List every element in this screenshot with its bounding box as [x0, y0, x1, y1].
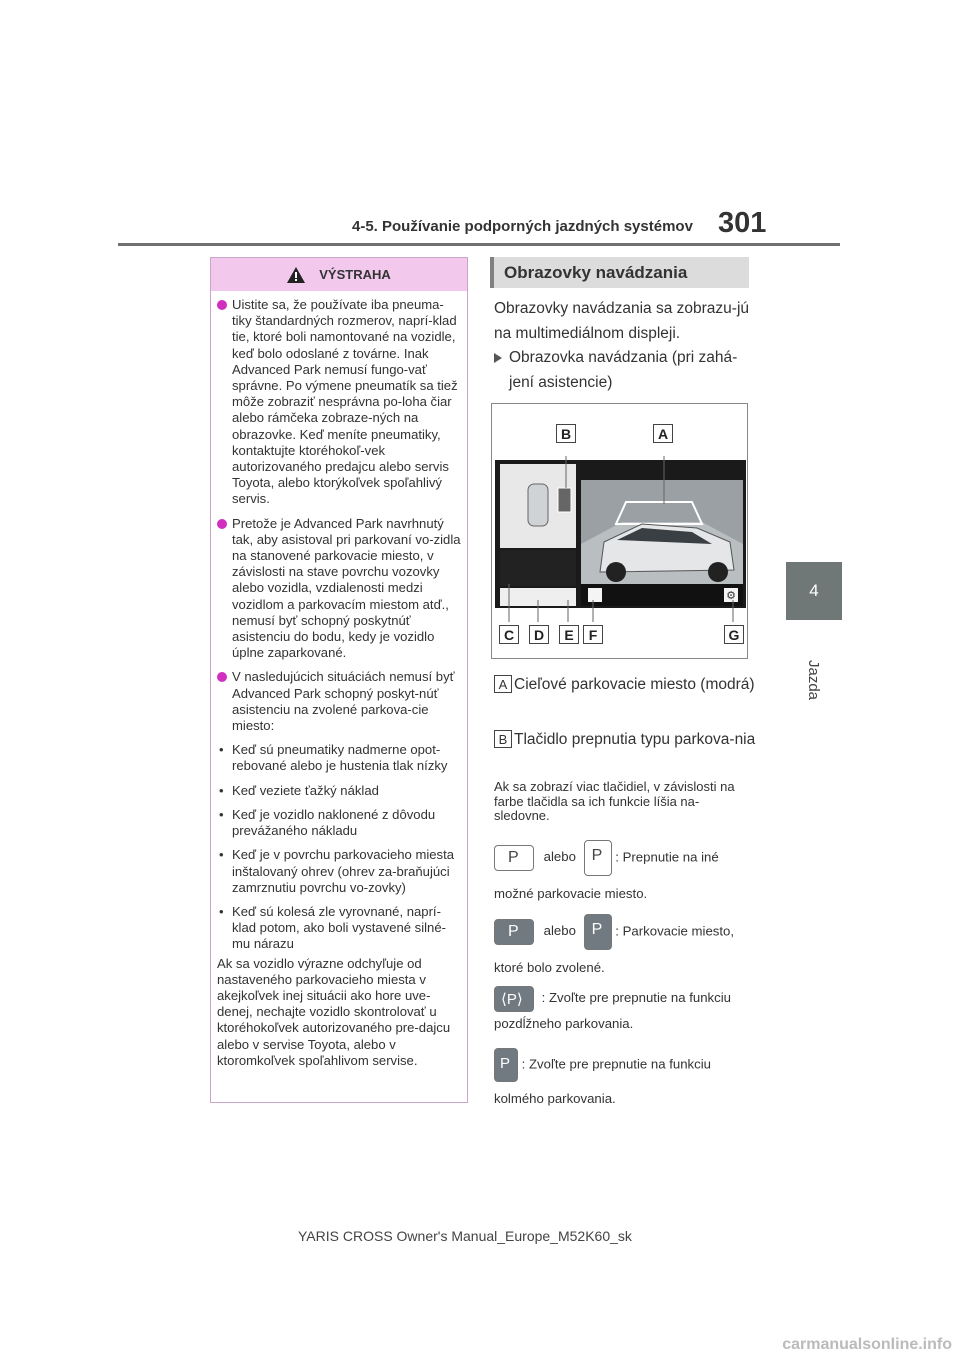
warning-closing: Ak sa vozidlo výrazne odchyľuje od nastaveného parkovacieho miesta v akejkoľvek inej situácii ako hore uve-denej, nechajte vozidlo skontrolovať u ktoréhokoľvek autorizovaného pre-dajcu alebo v servise Toyota, alebo v ktoromkoľvek spoľahlivom servise. — [217, 955, 451, 1068]
warning-header — [211, 258, 467, 291]
warning-title: VÝSTRAHA — [319, 267, 391, 282]
button-line-3-cont: pozdĺžneho parkovania. — [494, 1016, 634, 1031]
warning-triangle-icon — [287, 267, 305, 283]
button-line-2-cont: ktoré bolo zvolené. — [494, 960, 605, 975]
figure-label-c: C — [499, 625, 519, 644]
warning-sub-item: • Keď sú kolesá zle vyrovnané, naprí-klad potom, ako boli vystavené silné-mu nárazu — [219, 903, 446, 952]
button-line-1: P alebo P : Prepnutie na iné — [494, 840, 719, 876]
running-header: 4-5. Používanie podporných jazdných systémov — [352, 218, 693, 235]
button-line-3: ⟨P⟩ : Zvoľte pre prepnutie na funkciu — [494, 986, 731, 1012]
warning-body — [211, 291, 467, 1069]
warning-sub-item: • Keď je v povrchu parkovacieho miesta inštalovaný ohrev (ohrev za-braňujúci zamrznutiu povrchu vo-zovky) — [219, 847, 455, 895]
warning-sub-item: • Keď je vozidlo naklonené z dôvodu prevážaného nákladu — [219, 806, 436, 839]
section-intro: Obrazovky navádzania sa zobrazu-jú na multimediálnom displeji. — [494, 300, 750, 342]
watermark: carmanualsonline.info — [782, 1336, 952, 1353]
footer: YARIS CROSS Owner's Manual_Europe_M52K60_sk — [298, 1228, 632, 1244]
figure-label-g: G — [724, 625, 744, 644]
triangle-bullet-icon — [494, 353, 502, 363]
parking-button-selected-icon: P — [494, 919, 534, 945]
header-rule — [118, 243, 840, 246]
figure-label-a: A — [653, 424, 673, 443]
figure-label-b: B — [556, 424, 576, 443]
button-line-2: P alebo P : Parkovacie miesto, — [494, 914, 734, 950]
figure-label-d: D — [529, 625, 549, 644]
legend-item-b: B Tlačidlo prepnutia typu parkova-nia — [494, 727, 756, 752]
note-text: Ak sa zobrazí viac tlačidiel, v závislosti na farbe tlačidla sa ich funkcie líšia na-sledovne. — [494, 779, 735, 823]
subheading: Obrazovka navádzania (pri zahá-jení asistencie) — [494, 345, 754, 395]
display-illustration — [492, 404, 747, 658]
figure-label-e: E — [559, 625, 579, 644]
warning-bullet: Uistite sa, že používate iba pneuma-tiky štandardných rozmerov, naprí-klad tie, ktoré boli namontované na vozidle, keď bolo odoslané z továrne. Inak Advanced Park nemusí fungo-vať správne. Po výmene pneumatík sa tiež môže zobraziť nesprávna po-loha čiar alebo rámčeka zobraze-ných na obrazovke. Keď meníte pneumatiky, kontaktujte ktoréhokoľ-vek autorizovaného predajcu alebo servis Toyota, alebo ktorýkoľvek spoľahlivý servis. — [217, 297, 461, 508]
warning-sub-item: • Keď sú pneumatiky nadmerne opot-rebované alebo je hustenia tlak nízky — [219, 742, 448, 774]
button-line-1-cont: možné parkovacie miesto. — [494, 886, 648, 901]
chapter-label: Jazda — [805, 659, 823, 701]
button-line-4: P : Zvoľte pre prepnutie na funkciu — [494, 1048, 711, 1082]
legend-item-a: A Cieľové parkovacie miesto (modrá) — [494, 672, 756, 697]
warning-bullet: Pretože je Advanced Park navrhnutý tak, aby asistoval pri parkovaní vo-zidla na stanovené parkovacie miesto, v závislosti na stave povrchu vozovky alebo vozidla, vzdialenosti medzi vozidlom a parkovacím miestom atď., nemusí byť schopný poskytnúť asistenciu do bodu, kedy je vozidlo úplne zaparkované. — [217, 516, 461, 662]
legend-label: A — [494, 675, 512, 693]
parking-button-white-tall-icon: P — [584, 840, 612, 876]
guidance-screen-figure — [491, 403, 748, 659]
chapter-tab: 4 — [786, 562, 842, 620]
page-number: 301 — [718, 207, 767, 239]
warning-sub-item: • Keď veziete ťažký náklad — [219, 782, 379, 798]
button-line-4-cont: kolmého parkovania. — [494, 1091, 616, 1106]
perpendicular-parking-button-icon: P — [494, 1048, 518, 1082]
warning-bullet: V nasledujúcich situáciách nemusí byť Advanced Park schopný poskyt-núť asistenciu na zvolené parkova-cie miesto: — [217, 669, 461, 734]
figure-label-f: F — [583, 625, 603, 644]
parking-button-selected-tall-icon: P — [584, 914, 612, 950]
parking-button-white-icon: P — [494, 845, 534, 871]
svg-text:⚙: ⚙ — [726, 589, 736, 602]
warning-box — [210, 257, 468, 1103]
legend-label: B — [494, 730, 512, 748]
section-heading: Obrazovky navádzania — [490, 257, 749, 288]
parallel-parking-button-icon: ⟨P⟩ — [494, 986, 534, 1012]
